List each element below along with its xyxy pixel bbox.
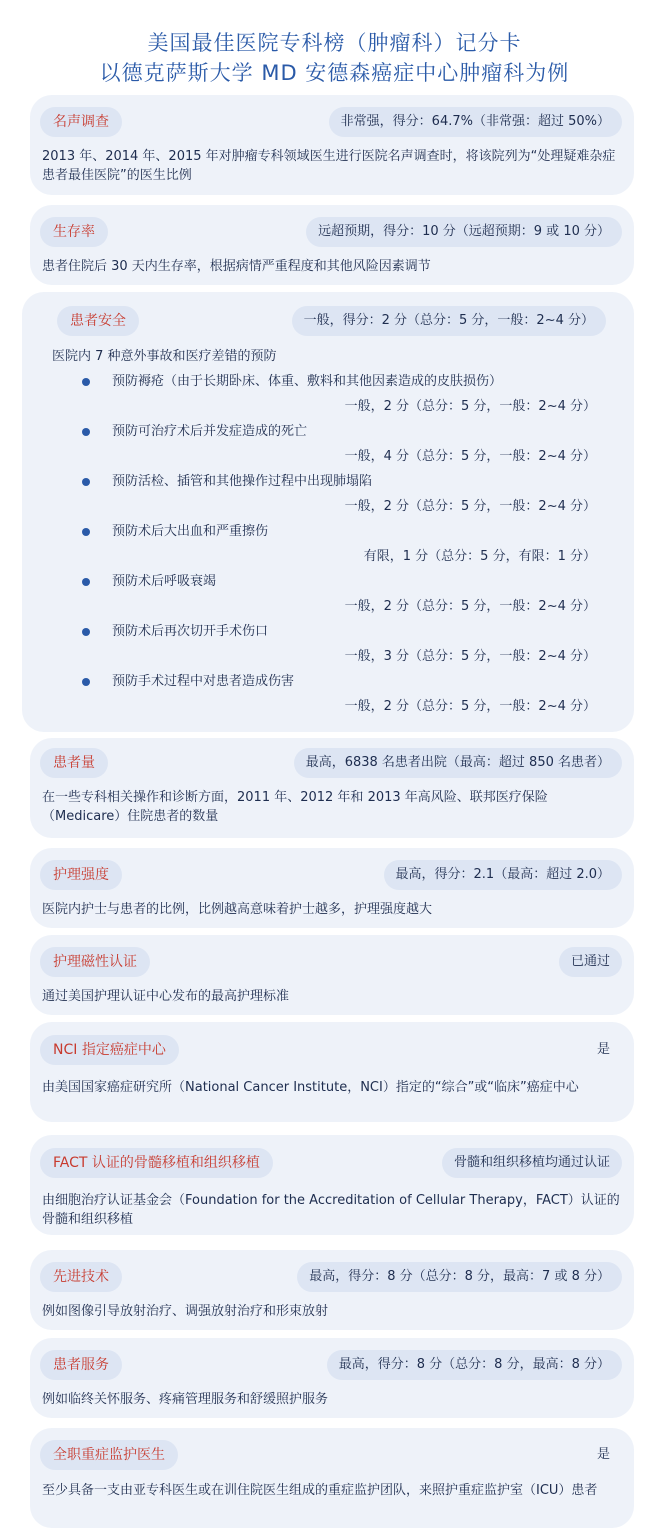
section-score: 非常强，得分：64.7%（非常强：超过 50%） [329,107,622,137]
section-label: NCI 指定癌症中心 [40,1035,179,1065]
section-description: 2013 年、2014 年、2015 年对肿瘤专科领域医生进行医院名声调查时，将该院列为“处理疑难杂症患者最佳医院”的医生比例 [42,149,616,183]
safety-item-score: 一般，2 分（总分：5 分，一般：2~4 分） [344,499,596,514]
safety-item-text: 预防手术过程中对患者造成伤害 [112,674,295,689]
section-score: 最高，得分：8 分（总分：8 分，最高：7 或 8 分） [297,1262,622,1292]
section-description: 例如图像引导放射治疗、调强放射治疗和形束放射 [42,1304,329,1319]
list-item [22,472,634,522]
section-score: 远超预期，得分：10 分（远超预期：9 或 10 分） [306,217,622,247]
section-fact-accreditation [30,1135,634,1235]
list-item [22,522,634,572]
section-label: 名声调查 [40,107,122,137]
section-score: 最高，6838 名患者出院（最高：超过 850 名患者） [294,748,622,778]
bullet-icon [82,378,90,386]
section-label: 患者量 [40,748,108,778]
section-label: 患者安全 [57,306,139,336]
section-score: 骨髓和组织移植均通过认证 [442,1148,622,1178]
section-patient-safety [22,292,634,732]
safety-item-score: 一般，2 分（总分：5 分，一般：2~4 分） [344,599,596,614]
section-patient-volume [30,738,634,838]
section-description: 至少具备一支由亚专科医生或在训住院医生组成的重症监护团队，来照护重症监护室（ICU）患者 [42,1483,598,1498]
section-score: 最高，得分：8 分（总分：8 分，最高：8 分） [327,1350,622,1380]
section-description: 医院内护士与患者的比例，比例越高意味着护士越多，护理强度越大 [42,902,433,917]
section-description: 例如临终关怀服务、疼痛管理服务和舒缓照护服务 [42,1392,329,1407]
section-nci-center [30,1022,634,1122]
section-label: 护理强度 [40,860,122,890]
safety-item-score: 一般，2 分（总分：5 分，一般：2~4 分） [344,699,596,714]
safety-item-text: 预防术后再次切开手术伤口 [112,624,269,639]
bullet-icon [82,628,90,636]
section-score: 最高，得分：2.1（最高：超过 2.0） [384,860,622,890]
list-item [22,422,634,472]
section-score: 是 [596,1447,610,1462]
section-label: 护理磁性认证 [40,947,150,977]
safety-item-text: 预防活检、插管和其他操作过程中出现肺塌陷 [112,474,373,489]
list-item [22,622,634,672]
safety-item-score: 一般，3 分（总分：5 分，一般：2~4 分） [344,649,596,664]
section-description: 由美国国家癌症研究所（National Cancer Institute，NCI）指定的“综合”或“临床”癌症中心 [42,1080,579,1095]
list-item [22,372,634,422]
section-score: 是 [596,1042,610,1057]
section-description: 由细胞治疗认证基金会（Foundation for the Accreditation of Cellular Therapy，FACT）认证的骨髓和组织移植 [42,1193,620,1227]
bullet-icon [82,678,90,686]
bullet-icon [82,428,90,436]
section-advanced-technology [30,1250,634,1330]
section-intensivists [30,1428,634,1528]
section-label: 生存率 [40,217,108,247]
title-line-2: 以德克萨斯大学 MD 安德森癌症中心肿瘤科为例 [99,61,570,85]
safety-item-text: 预防术后大出血和严重擦伤 [112,524,269,539]
safety-item-score: 一般，2 分（总分：5 分，一般：2~4 分） [344,399,596,414]
safety-item-score: 一般，4 分（总分：5 分，一般：2~4 分） [344,449,596,464]
section-description: 患者住院后 30 天内生存率，根据病情严重程度和其他风险因素调节 [42,259,431,274]
section-score: 一般，得分：2 分（总分：5 分，一般：2~4 分） [292,306,606,336]
title-line-1: 美国最佳医院专科榜（肿瘤科）记分卡 [147,31,522,55]
bullet-icon [82,578,90,586]
safety-item-text: 预防术后呼吸衰竭 [112,574,217,589]
bullet-icon [82,478,90,486]
section-survival [30,205,634,285]
section-magnet-recognition [30,935,634,1015]
section-label: 先进技术 [40,1262,122,1292]
safety-item-score: 有限，1 分（总分：5 分，有限：1 分） [363,549,596,564]
section-label: FACT 认证的骨髓移植和组织移植 [40,1148,273,1178]
page-title [0,0,669,88]
section-description: 通过美国护理认证中心发布的最高护理标准 [42,989,290,1004]
section-description: 医院内 7 种意外事故和医疗差错的预防 [52,349,277,364]
list-item [22,572,634,622]
list-item [22,672,634,722]
section-score: 已通过 [559,947,622,977]
bullet-icon [82,528,90,536]
safety-item-text: 预防可治疗术后并发症造成的死亡 [112,424,308,439]
section-description: 在一些专科相关操作和诊断方面，2011 年、2012 年和 2013 年高风险、联邦医疗保险（Medicare）住院患者的数量 [42,790,548,824]
safety-item-text: 预防褥疮（由于长期卧床、体重、敷料和其他因素造成的皮肤损伤） [112,374,503,389]
section-label: 患者服务 [40,1350,122,1380]
section-label: 全职重症监护医生 [40,1440,178,1470]
section-reputation [30,95,634,195]
section-nurse-staffing [30,848,634,928]
section-patient-services [30,1338,634,1418]
